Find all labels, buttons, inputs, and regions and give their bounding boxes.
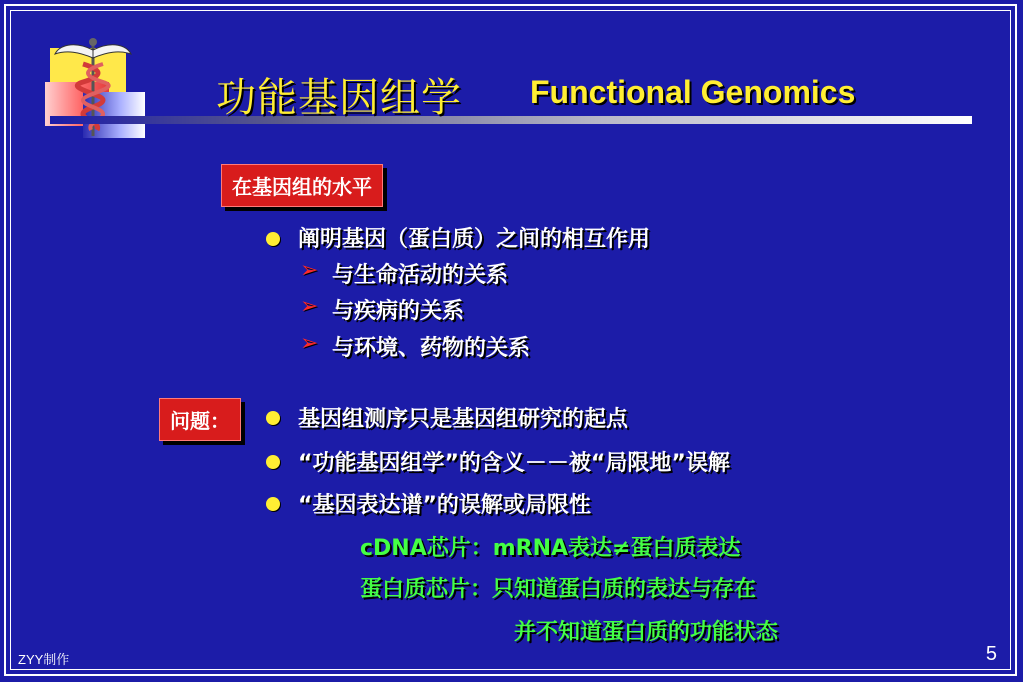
bullet-item: “功能基因组学”的含义－－被“局限地”误解 <box>298 451 730 476</box>
red-arrow-icon: ➢ <box>300 331 319 356</box>
bullet-item: 基因组测序只是基因组研究的起点 <box>298 407 629 432</box>
bullet-item: “基因表达谱”的误解或局限性 <box>298 493 591 518</box>
bullet-item: 阐明基因（蛋白质）之间的相互作用 <box>298 227 651 252</box>
page-number: 5 <box>985 643 997 665</box>
bullet-dot <box>266 411 280 425</box>
footer-author: ZYY制作 <box>18 652 70 667</box>
page-title-english: Functional Genomics <box>530 74 856 110</box>
sub-bullet-item: 与生命活动的关系 <box>332 263 509 288</box>
page-title-chinese: 功能基因组学 <box>216 75 462 121</box>
sub-bullet-item: 与环境、药物的关系 <box>332 336 531 361</box>
title-underline-bar <box>50 116 972 124</box>
bullet-dot <box>266 497 280 511</box>
section-label-questions: 问题： <box>159 398 241 441</box>
bullet-dot <box>266 455 280 469</box>
caduceus-icon <box>53 36 133 140</box>
note-function-state: 并不知道蛋白质的功能状态 <box>514 620 779 645</box>
bullet-dot <box>266 232 280 246</box>
note-cdna-chip: cDNA芯片：mRNA表达≠蛋白质表达 <box>360 536 741 561</box>
red-arrow-icon: ➢ <box>300 258 319 283</box>
note-protein-chip: 蛋白质芯片：只知道蛋白质的表达与存在 <box>360 577 757 602</box>
logo <box>45 40 145 140</box>
sub-bullet-item: 与疾病的关系 <box>332 299 465 324</box>
red-arrow-icon: ➢ <box>300 294 319 319</box>
section-label-genome-level: 在基因组的水平 <box>221 164 383 207</box>
